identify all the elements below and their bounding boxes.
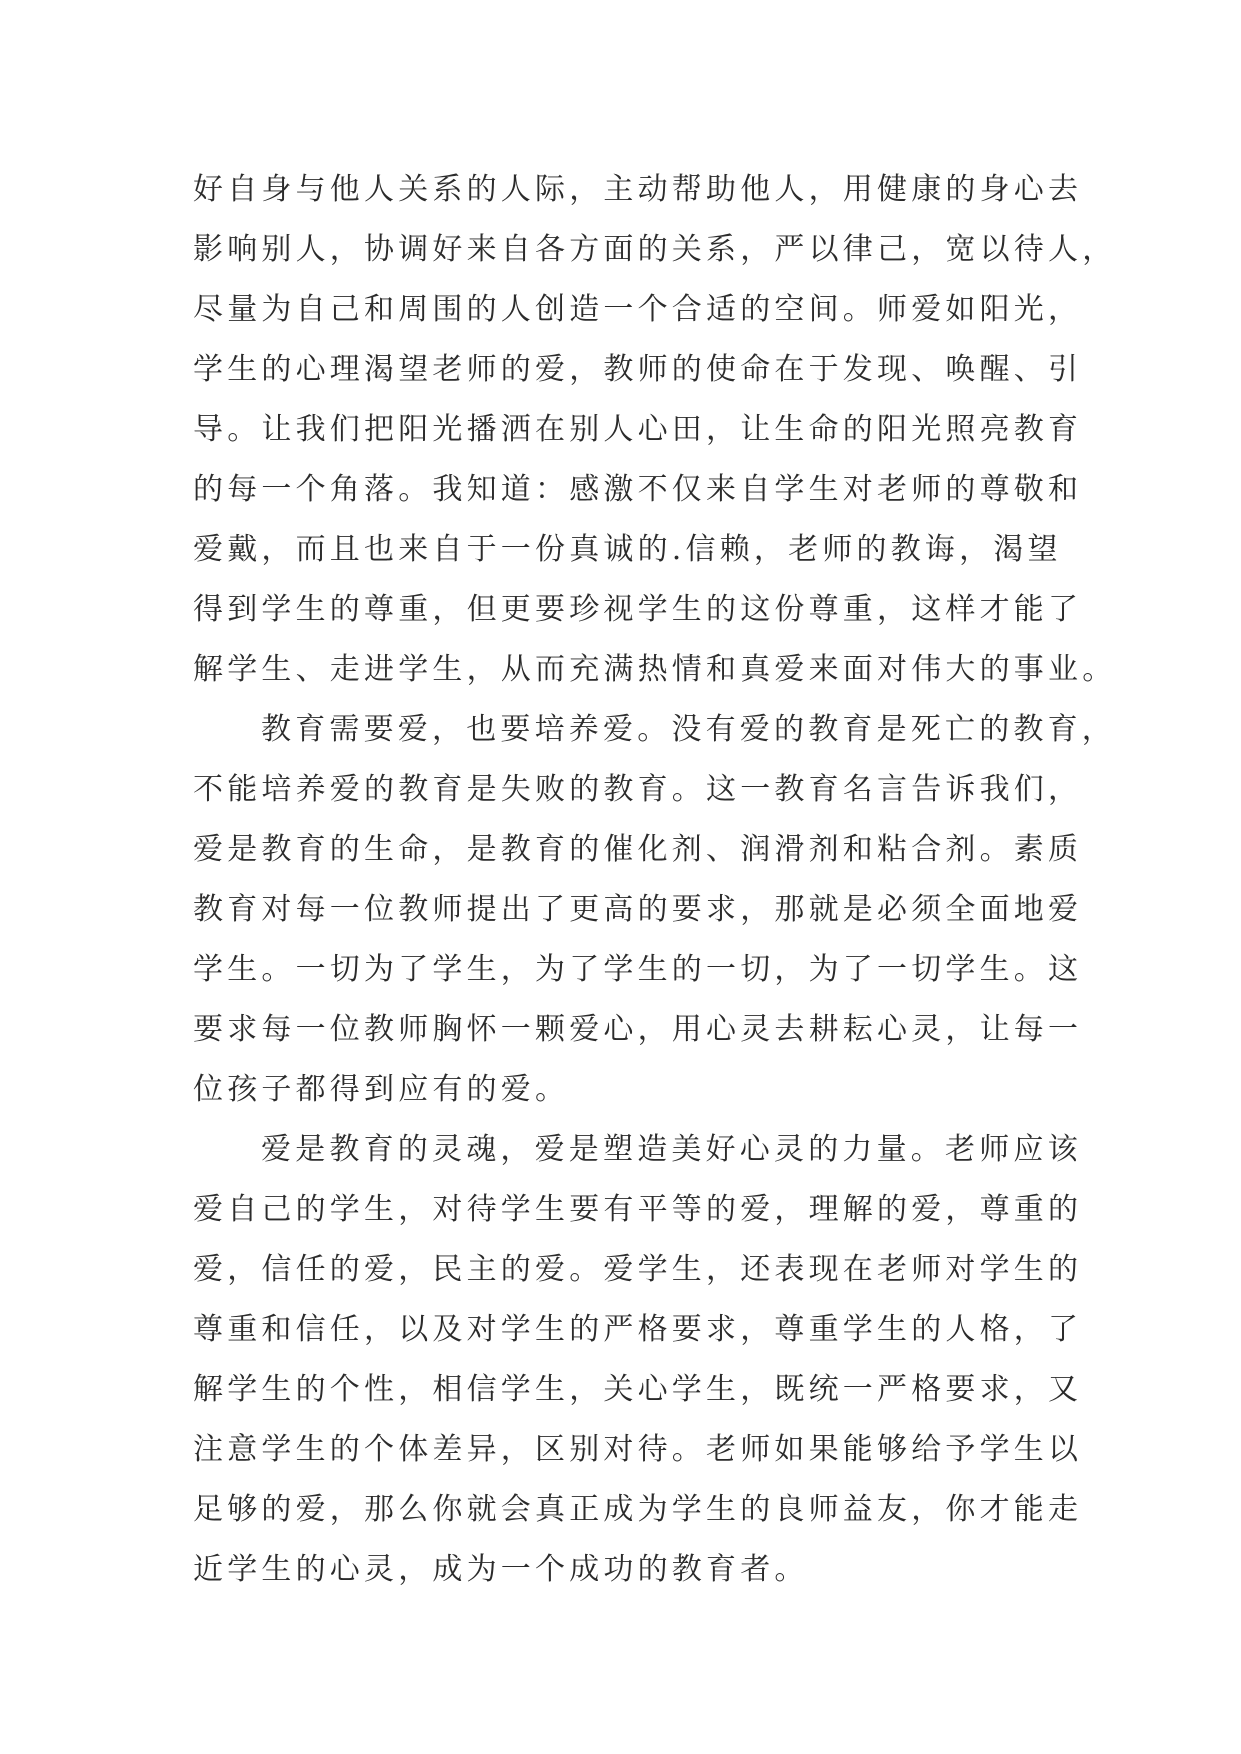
text-line: 的每一个角落。我知道：感激不仅来自学生对老师的尊敬和 — [193, 472, 1083, 507]
text-line: 尊重和信任，以及对学生的严格要求，尊重学生的人格，了 — [193, 1312, 1083, 1347]
text-line: 学生的心理渴望老师的爱，教师的使命在于发现、唤醒、引 — [193, 352, 1083, 387]
document-body — [193, 160, 1117, 1600]
text-line: 教育对每一位教师提出了更高的要求，那就是必须全面地爱 — [193, 892, 1083, 927]
text-line: 足够的爱，那么你就会真正成为学生的良师益友，你才能走 — [193, 1492, 1083, 1527]
paragraph-2 — [193, 700, 1116, 1120]
text-line: 影响别人，协调好来自各方面的关系，严以律己，宽以待人， — [193, 232, 1117, 267]
paragraph-3 — [193, 1120, 1083, 1600]
paragraph-1 — [193, 160, 1117, 700]
text-line: 近学生的心灵，成为一个成功的教育者。 — [193, 1552, 809, 1587]
text-line: 爱，信任的爱，民主的爱。爱学生，还表现在老师对学生的 — [193, 1252, 1083, 1287]
text-line: 注意学生的个体差异，区别对待。老师如果能够给予学生以 — [193, 1432, 1083, 1467]
text-line: 爱自己的学生，对待学生要有平等的爱，理解的爱，尊重的 — [193, 1192, 1083, 1227]
text-line: 爱戴，而且也来自于一份真诚的.信赖，老师的教诲，渴望 — [193, 532, 1062, 567]
text-line: 解学生、走进学生，从而充满热情和真爱来面对伟大的事业。 — [193, 652, 1117, 687]
text-line: 教育需要爱，也要培养爱。没有爱的教育是死亡的教育， — [261, 712, 1116, 747]
text-line: 得到学生的尊重，但更要珍视学生的这份尊重，这样才能了 — [193, 592, 1083, 627]
text-line: 导。让我们把阳光播洒在别人心田，让生命的阳光照亮教育 — [193, 412, 1083, 447]
text-line: 学生。一切为了学生，为了学生的一切，为了一切学生。这 — [193, 952, 1083, 987]
text-line: 要求每一位教师胸怀一颗爱心，用心灵去耕耘心灵，让每一 — [193, 1012, 1083, 1047]
text-line: 好自身与他人关系的人际，主动帮助他人，用健康的身心去 — [193, 172, 1083, 207]
text-line: 爱是教育的生命，是教育的催化剂、润滑剂和粘合剂。素质 — [193, 832, 1083, 867]
text-line: 位孩子都得到应有的爱。 — [193, 1072, 570, 1107]
text-line: 尽量为自己和周围的人创造一个合适的空间。师爱如阳光， — [193, 292, 1083, 327]
text-line: 解学生的个性，相信学生，关心学生，既统一严格要求，又 — [193, 1372, 1083, 1407]
text-line: 爱是教育的灵魂，爱是塑造美好心灵的力量。老师应该 — [261, 1132, 1082, 1167]
text-line: 不能培养爱的教育是失败的教育。这一教育名言告诉我们， — [193, 772, 1083, 807]
